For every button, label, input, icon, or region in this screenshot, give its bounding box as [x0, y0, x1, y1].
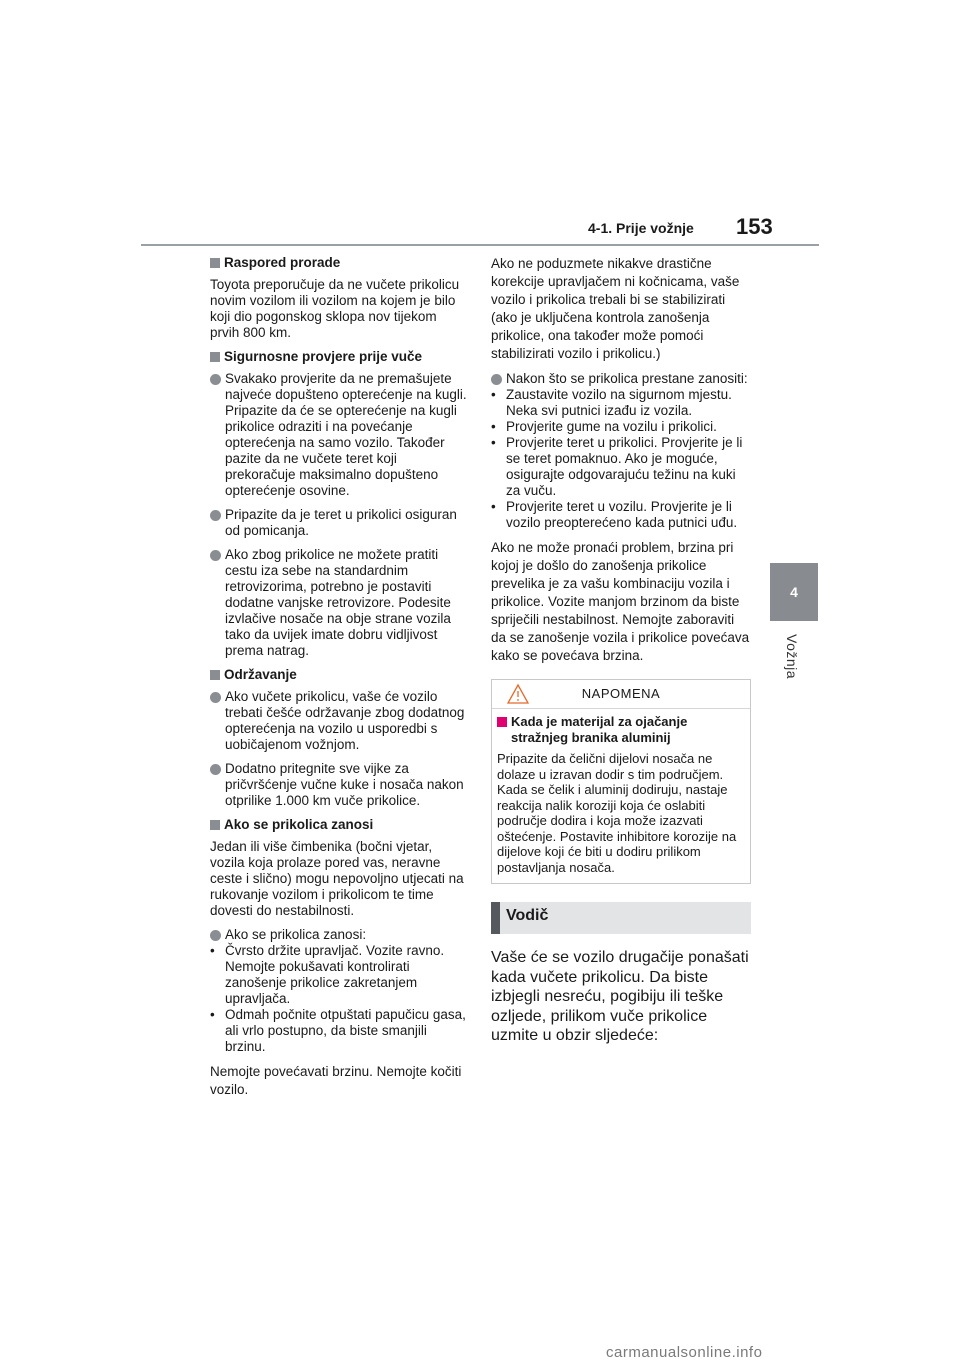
- dash-bullet-icon: •: [210, 943, 215, 958]
- list-item: [210, 371, 468, 499]
- heading-break-in: [210, 255, 468, 271]
- list-item: [210, 927, 468, 943]
- warning-triangle-icon: [506, 683, 530, 705]
- dash-list: [491, 387, 751, 531]
- square-bullet-icon: [210, 820, 220, 830]
- chapter-tab[interactable]: [770, 563, 818, 621]
- dash-item-text: Provjerite gume na vozilu i prikolici.: [506, 419, 717, 434]
- list-item-text: Ako zbog prikolice ne možete pratiti cestu iza sebe na standardnim retrovizorima, potrebno je postaviti dodatne vanjske retrovizore. Podesite izvlačive nosače na obje strane vozila tako da uvijek imate dobru vidljivost prema natrag.: [225, 547, 451, 658]
- right-column: [491, 255, 751, 1046]
- circle-bullet-icon: [210, 692, 221, 703]
- dash-item: [210, 943, 468, 1007]
- notice-title: NAPOMENA: [581, 686, 661, 701]
- heading-trailer-sway: [210, 817, 468, 833]
- circle-bullet-icon: [210, 550, 221, 561]
- dash-item-text: Čvrsto držite upravljač. Vozite ravno. Nemojte pokušavati kontrolirati zanošenje prikolice zakretanjem upravljača.: [225, 943, 445, 1006]
- list-item: [491, 371, 751, 387]
- paragraph: Ako ne može pronaći problem, brzina pri kojoj je došlo do zanošenja prikolice prevelika je za vašu kombinaciju vozila i prikolice. Vozite manjom brzinom da biste spriječili nestabilnost. Nemojte zaboraviti da se zanošenje vozila i prikolice povećava kako se povećava brzina.: [491, 540, 750, 663]
- dash-item-text: Provjerite teret u vozilu. Provjerite je li vozilo preopterećeno kada putnici uđu.: [506, 499, 738, 530]
- section-title: 4-1. Prije vožnje: [588, 220, 694, 236]
- notice-text: Kada se čelik i aluminij dodiruju, nastaje reakcija nalik koroziji koja će oslabiti područje dodira i koja može izazvati oštećenje. Postavite inhibitore korozije na dijelove koji će biti u dodiru prilikom postavljanja nosača.: [497, 782, 737, 875]
- square-bullet-icon: [210, 352, 220, 362]
- list-item-text: Svakako provjerite da ne premašujete najveće dopušteno opterećenje na kugli. Pripazite da će se opterećenje na kugli prikolice odraziti i na povećanje opterećenja na samo vozilo. Također pazite da ne vučete teret koji prekoračuje maksimalno dopušteno opterećenje osovine.: [225, 371, 467, 498]
- dash-bullet-icon: •: [491, 499, 496, 514]
- chapter-label: Vožnja: [784, 634, 800, 680]
- notice-heading-text: Kada je materijal za ojačanje stražnjeg branika aluminij: [511, 714, 688, 745]
- chapter-number: 4: [790, 584, 798, 600]
- list-item-text: Pripazite da je teret u prikolici osiguran od pomicanja.: [225, 507, 457, 538]
- list-item: [210, 689, 468, 753]
- dash-item: [491, 387, 751, 419]
- notice-box: [491, 679, 751, 884]
- notice-heading: [497, 714, 745, 745]
- notice-text: Pripazite da čelični dijelovi nosača ne dolaze u izravan dodir s tim područjem.: [497, 751, 724, 782]
- list-item-text: Ako vučete prikolicu, vaše će vozilo trebati češće održavanje zbog dodatnog opterećenja na vozilo u usporedbi s uobičajenom vožnjom.: [225, 689, 465, 752]
- heading-text: Ako se prikolica zanosi: [224, 817, 374, 832]
- list-item-text: Dodatno pritegnite sve vijke za pričvršćenje vučne kuke i nosača nakon otprilike 1.000 km vuče prikolice.: [225, 761, 464, 808]
- circle-bullet-icon: [210, 930, 221, 941]
- notice-body: [492, 709, 750, 883]
- heading-safety-checks: [210, 349, 468, 365]
- square-bullet-icon: [497, 717, 507, 727]
- list-item: [210, 547, 468, 659]
- dash-item-text: Provjerite teret u prikolici. Provjerite je li se teret pomaknuo. Ako je moguće, osigurajte odgovarajuću težinu na kuki za vuču.: [506, 435, 743, 498]
- heading-text: Održavanje: [224, 667, 297, 682]
- dash-item: [491, 419, 751, 435]
- list-item-text: Ako se prikolica zanosi:: [225, 927, 367, 942]
- guide-text: Vaše će se vozilo drugačije ponašati kada vučete prikolicu. Da biste izbjegli nesreću, pogibiju ili teške ozljede, prilikom vuče prikolice uzmite u obzir sljedeće:: [491, 949, 749, 1044]
- circle-bullet-icon: [210, 764, 221, 775]
- paragraph: Nemojte povećavati brzinu. Nemojte kočiti vozilo.: [210, 1064, 462, 1097]
- left-column: [210, 255, 468, 1107]
- circle-bullet-icon: [210, 374, 221, 385]
- notice-header: [492, 680, 750, 709]
- dash-bullet-icon: •: [491, 387, 496, 402]
- heading-maintenance: [210, 667, 468, 683]
- list-item: [210, 761, 468, 809]
- dash-bullet-icon: •: [210, 1007, 215, 1022]
- dash-list: [210, 943, 468, 1055]
- heading-text: Raspored prorade: [224, 255, 341, 270]
- circle-bullet-icon: [210, 510, 221, 521]
- dash-item: [491, 499, 751, 531]
- dash-item-text: Odmah počnite otpuštati papučicu gasa, ali vrlo postupno, da biste smanjili brzinu.: [225, 1007, 466, 1054]
- list-item: [210, 507, 468, 539]
- dash-item-text: Zaustavite vozilo na sigurnom mjestu. Neka svi putnici izađu iz vozila.: [506, 387, 732, 418]
- watermark: carmanualsonline.info: [606, 1344, 763, 1361]
- list-item-text: Nakon što se prikolica prestane zanositi:: [506, 371, 748, 386]
- dash-bullet-icon: •: [491, 419, 496, 434]
- square-bullet-icon: [210, 670, 220, 680]
- dash-item: [491, 435, 751, 499]
- paragraph: Toyota preporučuje da ne vučete prikolicu novim vozilom ili vozilom na kojem je bilo koji dio pogonskog sklopa nov tijekom prvih 800 km.: [210, 277, 460, 340]
- square-bullet-icon: [210, 258, 220, 268]
- heading-text: Sigurnosne provjere prije vuče: [224, 349, 423, 364]
- page-number: 153: [736, 214, 773, 239]
- paragraph: Ako ne poduzmete nikakve drastične korekcije upravljačem ni kočnicama, vaše vozilo i prikolica trebali bi se stabilizirati (ako je uključena kontrola zanošenja prikolice, ona također može pomoći stabilizirati vozilo i prikolicu.): [491, 256, 740, 361]
- guide-title: Vodič: [506, 907, 549, 924]
- dash-bullet-icon: •: [491, 435, 496, 450]
- guide-header: [491, 902, 751, 934]
- circle-bullet-icon: [491, 374, 502, 385]
- paragraph: Jedan ili više čimbenika (bočni vjetar, vozila koja prolaze pored vas, neravne ceste i slično) mogu nepovoljno utjecati na rukovanje vozilom i prikolicom te time dovesti do nestabilnosti.: [210, 839, 464, 918]
- dash-item: [210, 1007, 468, 1055]
- header-rule: [141, 244, 819, 246]
